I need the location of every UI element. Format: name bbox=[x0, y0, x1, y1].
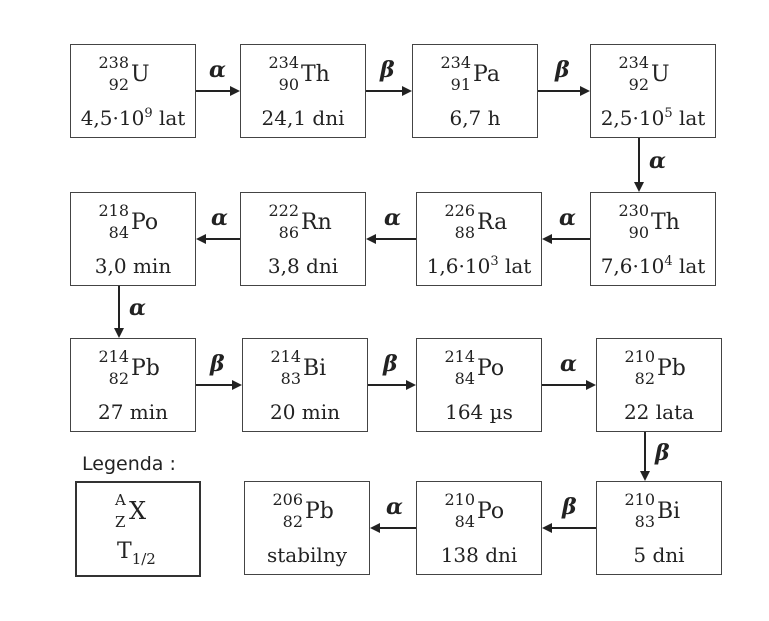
atomic-number: 92 bbox=[628, 75, 649, 94]
atomic-number: 92 bbox=[108, 75, 129, 94]
decay-type-label: β bbox=[380, 57, 395, 83]
nuclide-box-po210 bbox=[416, 481, 542, 575]
element-symbol: Bi bbox=[303, 356, 327, 381]
mass-number: 222 bbox=[268, 201, 299, 220]
nuclide-box-ra226 bbox=[416, 192, 542, 286]
nuclide-notation bbox=[241, 51, 365, 105]
decay-type-label: β bbox=[562, 494, 577, 520]
nuclide-box-u234 bbox=[590, 44, 716, 138]
decay-type-label: α bbox=[384, 205, 401, 231]
half-life: 5 dni bbox=[633, 543, 685, 567]
decay-type-label: α bbox=[386, 494, 403, 520]
half-life: $4,5\cdot 10^9$ lat bbox=[80, 106, 186, 130]
mass-number: 234 bbox=[440, 53, 471, 72]
element-symbol: Po bbox=[131, 210, 159, 235]
mass-number: 214 bbox=[98, 347, 129, 366]
atomic-number: 84 bbox=[454, 512, 475, 531]
atomic-number: 82 bbox=[282, 512, 303, 531]
decay-type-label: β bbox=[210, 351, 225, 377]
mass-number: 210 bbox=[624, 347, 655, 366]
nuclide-notation bbox=[241, 199, 365, 253]
nuclide-box-po214 bbox=[416, 338, 542, 432]
element-symbol: U bbox=[131, 62, 150, 87]
half-life: $1,6\cdot 10^3$ lat bbox=[426, 254, 532, 278]
mass-number: 218 bbox=[98, 201, 129, 220]
half-life: 138 dni bbox=[440, 543, 518, 567]
nuclide-notation bbox=[591, 51, 715, 105]
legend-half-life-symbol: T bbox=[117, 539, 132, 564]
nuclide-box-pa234 bbox=[412, 44, 538, 138]
element-symbol: Ra bbox=[477, 210, 508, 235]
atomic-number: 84 bbox=[108, 223, 129, 242]
mass-number: 234 bbox=[268, 53, 299, 72]
atomic-number: 86 bbox=[278, 223, 299, 242]
nuclide-box-pb206 bbox=[244, 481, 370, 575]
nuclide-box-u238 bbox=[70, 44, 196, 138]
element-symbol: Pa bbox=[473, 62, 500, 87]
legend-mass-symbol: A bbox=[115, 491, 126, 509]
legend-title: Legenda : bbox=[82, 453, 176, 475]
legend-box bbox=[75, 481, 201, 577]
half-life: 164 µs bbox=[445, 400, 513, 424]
nuclide-box-bi214 bbox=[242, 338, 368, 432]
half-life: 20 min bbox=[269, 400, 341, 424]
decay-type-label: α bbox=[209, 57, 226, 83]
element-symbol: Th bbox=[301, 62, 330, 87]
nuclide-box-pb210 bbox=[596, 338, 722, 432]
nuclide-box-bi210 bbox=[596, 481, 722, 575]
element-symbol: Po bbox=[477, 356, 505, 381]
mass-number: 210 bbox=[624, 490, 655, 509]
element-symbol: Rn bbox=[301, 210, 332, 235]
decay-type-label: β bbox=[383, 351, 398, 377]
mass-number: 234 bbox=[618, 53, 649, 72]
atomic-number: 82 bbox=[108, 369, 129, 388]
atomic-number: 83 bbox=[280, 369, 301, 388]
half-life: 3,0 min bbox=[94, 254, 172, 278]
nuclide-notation bbox=[413, 51, 537, 105]
nuclide-box-po218 bbox=[70, 192, 196, 286]
legend-half-life bbox=[117, 539, 156, 568]
atomic-number: 82 bbox=[634, 369, 655, 388]
decay-type-label: α bbox=[559, 205, 576, 231]
half-life: $7,6\cdot 10^4$ lat bbox=[600, 254, 706, 278]
decay-type-label: α bbox=[560, 351, 577, 377]
element-symbol: Pb bbox=[305, 499, 334, 524]
atomic-number: 88 bbox=[454, 223, 475, 242]
nuclide-notation bbox=[597, 488, 721, 542]
mass-number: 238 bbox=[98, 53, 129, 72]
nuclide-notation bbox=[71, 51, 195, 105]
mass-number: 230 bbox=[618, 201, 649, 220]
decay-type-label: α bbox=[211, 205, 228, 231]
mass-number: 210 bbox=[444, 490, 475, 509]
nuclide-notation bbox=[243, 345, 367, 399]
nuclide-notation bbox=[417, 488, 541, 542]
atomic-number: 83 bbox=[634, 512, 655, 531]
decay-type-label: α bbox=[649, 148, 666, 174]
nuclide-box-pb214 bbox=[70, 338, 196, 432]
half-life: 22 lata bbox=[623, 400, 695, 424]
decay-type-label: α bbox=[129, 295, 146, 321]
element-symbol: Th bbox=[651, 210, 680, 235]
nuclide-notation bbox=[591, 199, 715, 253]
decay-type-label: β bbox=[655, 439, 670, 466]
nuclide-notation bbox=[417, 345, 541, 399]
legend-element-symbol: X bbox=[129, 497, 147, 525]
mass-number: 226 bbox=[444, 201, 475, 220]
nuclide-notation bbox=[417, 199, 541, 253]
half-life: 27 min bbox=[97, 400, 169, 424]
atomic-number: 84 bbox=[454, 369, 475, 388]
nuclide-box-th230 bbox=[590, 192, 716, 286]
nuclide-box-th234 bbox=[240, 44, 366, 138]
element-symbol: Pb bbox=[131, 356, 160, 381]
half-life: 3,8 dni bbox=[267, 254, 339, 278]
nuclide-box-rn222 bbox=[240, 192, 366, 286]
decay-type-label: β bbox=[555, 57, 570, 83]
nuclide-notation bbox=[71, 345, 195, 399]
nuclide-notation bbox=[245, 488, 369, 542]
nuclide-notation bbox=[71, 199, 195, 253]
atomic-number: 90 bbox=[278, 75, 299, 94]
legend-z-symbol: Z bbox=[115, 513, 126, 531]
half-life: stabilny bbox=[267, 543, 347, 567]
element-symbol: Pb bbox=[657, 356, 686, 381]
half-life: 6,7 h bbox=[449, 106, 501, 130]
mass-number: 214 bbox=[270, 347, 301, 366]
mass-number: 214 bbox=[444, 347, 475, 366]
mass-number: 206 bbox=[272, 490, 303, 509]
legend-half-life-sub: 1/2 bbox=[131, 550, 156, 568]
element-symbol: Bi bbox=[657, 499, 681, 524]
half-life: 24,1 dni bbox=[261, 106, 345, 130]
nuclide-notation bbox=[597, 345, 721, 399]
atomic-number: 90 bbox=[628, 223, 649, 242]
element-symbol: Po bbox=[477, 499, 505, 524]
half-life: $2,5\cdot 10^5$ lat bbox=[600, 106, 706, 130]
element-symbol: U bbox=[651, 62, 670, 87]
atomic-number: 91 bbox=[450, 75, 471, 94]
